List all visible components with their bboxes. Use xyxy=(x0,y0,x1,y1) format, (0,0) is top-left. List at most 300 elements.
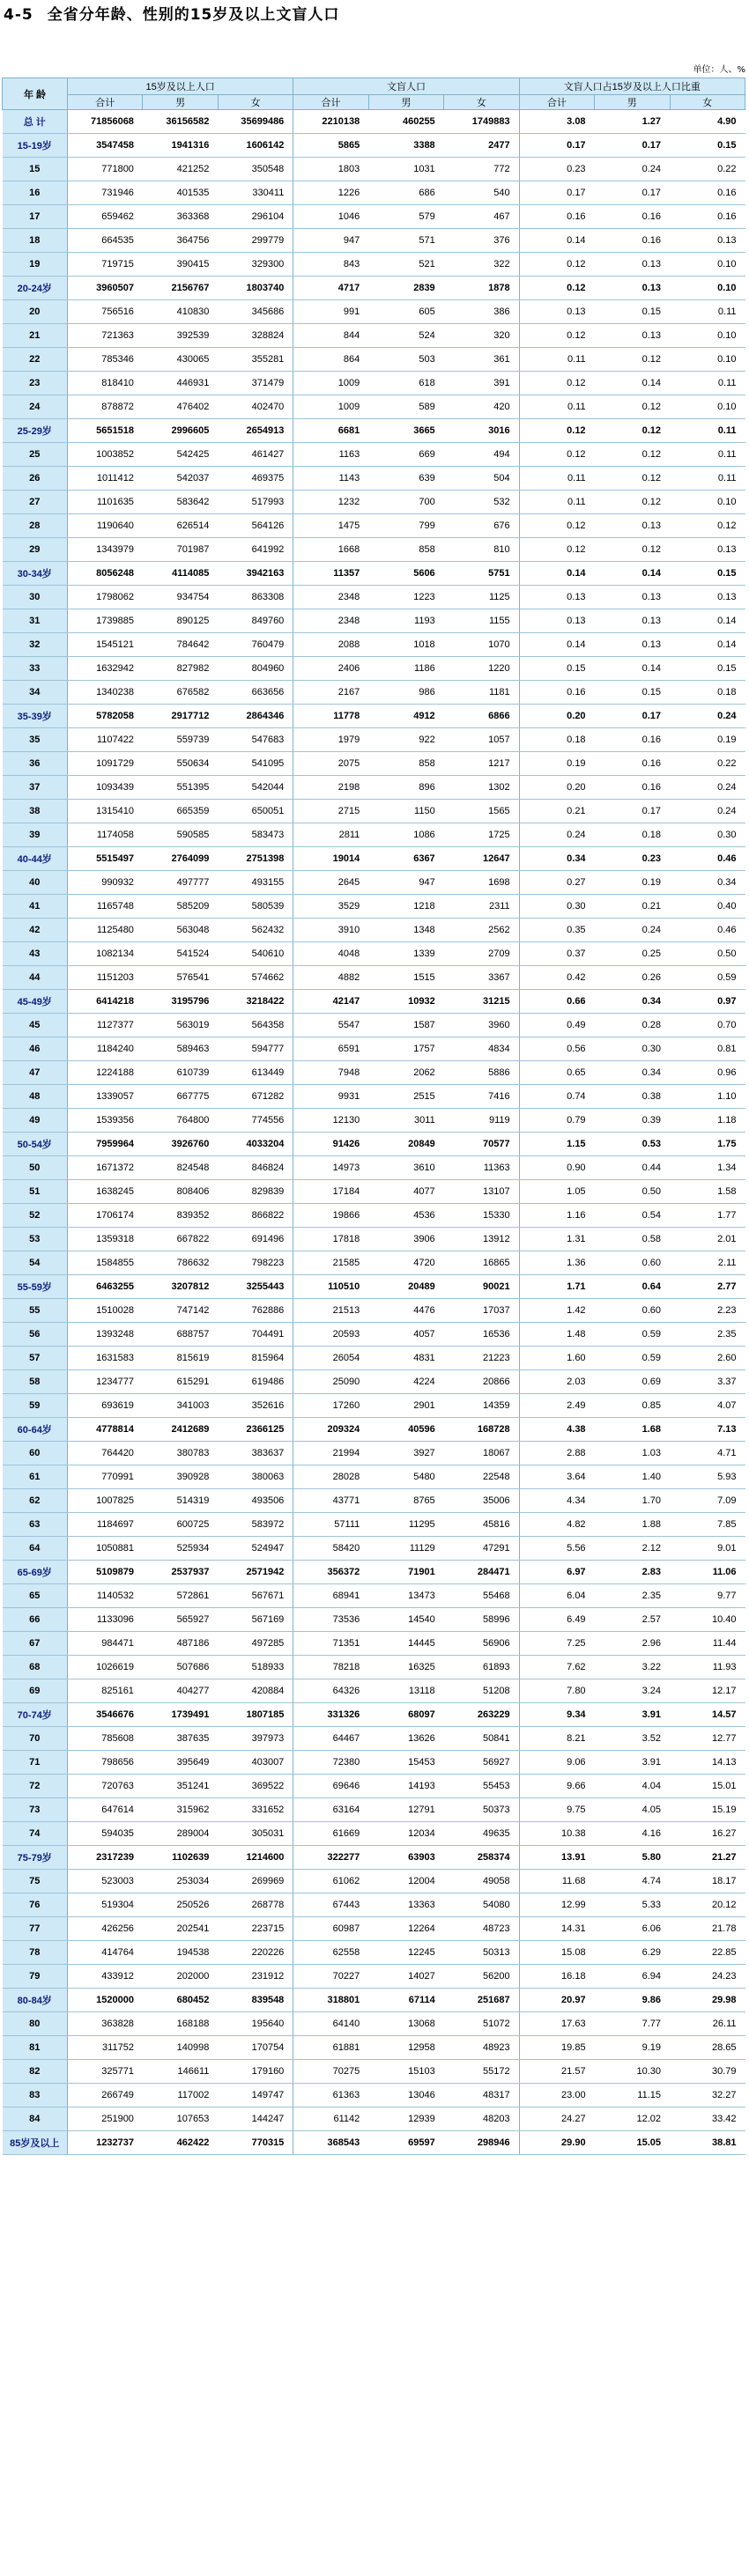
ratio-female-cell: 0.10 xyxy=(670,253,745,277)
illiterate-female-cell: 1217 xyxy=(444,752,519,776)
illiterate-male-cell: 13363 xyxy=(368,1893,443,1917)
ratio-total-cell: 14.31 xyxy=(519,1917,594,1941)
illiterate-male-cell: 3011 xyxy=(368,1109,443,1133)
illiterate-total-cell: 20593 xyxy=(293,1323,368,1347)
ratio-male-cell: 2.83 xyxy=(595,1561,670,1584)
population-male-cell: 2764099 xyxy=(143,847,218,871)
ratio-female-cell: 14.13 xyxy=(670,1751,745,1775)
table-row xyxy=(3,1679,745,1703)
table-row xyxy=(3,1537,745,1561)
population-total-cell: 756516 xyxy=(68,300,143,324)
ratio-male-cell: 1.27 xyxy=(595,110,670,134)
population-total-cell: 1026619 xyxy=(68,1656,143,1679)
population-total-cell: 363828 xyxy=(68,2012,143,2036)
population-male-cell: 2156767 xyxy=(143,277,218,300)
population-female-cell: 403007 xyxy=(218,1751,293,1775)
age-label: 48 xyxy=(3,1085,68,1109)
illiterate-male-cell: 579 xyxy=(368,205,443,229)
table-row xyxy=(3,467,745,491)
population-female-cell: 798223 xyxy=(218,1251,293,1275)
age-group-row xyxy=(3,1846,745,1870)
population-male-cell: 117002 xyxy=(143,2084,218,2107)
illiterate-total-cell: 21513 xyxy=(293,1299,368,1323)
ratio-female-cell: 0.16 xyxy=(670,181,745,205)
illiterate-total-cell: 368543 xyxy=(293,2131,368,2155)
table-row xyxy=(3,1299,745,1323)
population-total-cell: 720763 xyxy=(68,1775,143,1798)
ratio-female-cell: 15.01 xyxy=(670,1775,745,1798)
population-total-cell: 1003852 xyxy=(68,443,143,467)
age-label: 18 xyxy=(3,229,68,253)
population-male-cell: 351241 xyxy=(143,1775,218,1798)
illiterate-female-cell: 3367 xyxy=(444,966,519,990)
illiterate-female-cell: 263229 xyxy=(444,1703,519,1727)
population-male-cell: 410830 xyxy=(143,300,218,324)
ratio-male-cell: 4.74 xyxy=(595,1870,670,1893)
age-label: 35 xyxy=(3,728,68,752)
ratio-female-cell: 1.77 xyxy=(670,1204,745,1228)
group-header-illiterate: 文盲人口 xyxy=(293,78,519,95)
ratio-male-cell: 0.85 xyxy=(595,1394,670,1418)
ratio-total-cell: 3.64 xyxy=(519,1465,594,1489)
table-row xyxy=(3,1775,745,1798)
ratio-male-cell: 0.25 xyxy=(595,942,670,966)
age-label: 23 xyxy=(3,372,68,395)
population-total-cell: 433912 xyxy=(68,1965,143,1989)
population-total-cell: 4778814 xyxy=(68,1418,143,1442)
ratio-female-cell: 2.60 xyxy=(670,1347,745,1370)
population-total-cell: 3960507 xyxy=(68,277,143,300)
table-row xyxy=(3,1656,745,1679)
age-group-row xyxy=(3,990,745,1014)
table-row xyxy=(3,443,745,467)
table-row xyxy=(3,1085,745,1109)
age-label: 28 xyxy=(3,514,68,538)
illiterate-total-cell: 1668 xyxy=(293,538,368,562)
population-male-cell: 667775 xyxy=(143,1085,218,1109)
illiterate-male-cell: 1031 xyxy=(368,158,443,181)
ratio-male-cell: 0.12 xyxy=(595,395,670,419)
age-label: 84 xyxy=(3,2107,68,2131)
population-female-cell: 1803740 xyxy=(218,277,293,300)
population-male-cell: 107653 xyxy=(143,2107,218,2131)
ratio-male-cell: 0.14 xyxy=(595,657,670,681)
population-total-cell: 1140532 xyxy=(68,1584,143,1608)
table-row xyxy=(3,1037,745,1061)
population-male-cell: 315962 xyxy=(143,1798,218,1822)
table-row xyxy=(3,1370,745,1394)
ratio-male-cell: 0.13 xyxy=(595,609,670,633)
population-male-cell: 565927 xyxy=(143,1608,218,1632)
table-body xyxy=(3,110,745,2155)
ratio-total-cell: 19.85 xyxy=(519,2036,594,2060)
table-number: 4-5 xyxy=(4,6,33,24)
population-male-cell: 590585 xyxy=(143,823,218,847)
illiterate-male-cell: 1515 xyxy=(368,966,443,990)
age-label: 79 xyxy=(3,1965,68,1989)
population-total-cell: 1232737 xyxy=(68,2131,143,2155)
table-row xyxy=(3,158,745,181)
ratio-total-cell: 0.13 xyxy=(519,609,594,633)
ratio-male-cell: 0.13 xyxy=(595,586,670,609)
population-female-cell: 2571942 xyxy=(218,1561,293,1584)
illiterate-total-cell: 61363 xyxy=(293,2084,368,2107)
illiterate-female-cell: 7416 xyxy=(444,1085,519,1109)
age-group-row xyxy=(3,1133,745,1156)
population-female-cell: 567671 xyxy=(218,1584,293,1608)
illiterate-total-cell: 12130 xyxy=(293,1109,368,1133)
population-male-cell: 430065 xyxy=(143,348,218,372)
population-female-cell: 345686 xyxy=(218,300,293,324)
population-male-cell: 563048 xyxy=(143,919,218,942)
age-label: 44 xyxy=(3,966,68,990)
population-female-cell: 402470 xyxy=(218,395,293,419)
illiterate-total-cell: 17184 xyxy=(293,1180,368,1204)
population-total-cell: 1050881 xyxy=(68,1537,143,1561)
ratio-female-cell: 0.10 xyxy=(670,324,745,348)
illiterate-female-cell: 56200 xyxy=(444,1965,519,1989)
illiterate-total-cell: 60987 xyxy=(293,1917,368,1941)
illiterate-male-cell: 4912 xyxy=(368,705,443,728)
illiterate-female-cell: 22548 xyxy=(444,1465,519,1489)
illiterate-female-cell: 45816 xyxy=(444,1513,519,1537)
illiterate-female-cell: 322 xyxy=(444,253,519,277)
population-female-cell: 866822 xyxy=(218,1204,293,1228)
ratio-total-cell: 0.12 xyxy=(519,514,594,538)
population-male-cell: 563019 xyxy=(143,1014,218,1037)
illiterate-female-cell: 1070 xyxy=(444,633,519,657)
sub-header-total: 合计 xyxy=(519,95,594,110)
population-total-cell: 1510028 xyxy=(68,1299,143,1323)
ratio-female-cell: 7.13 xyxy=(670,1418,745,1442)
table-row xyxy=(3,1632,745,1656)
ratio-male-cell: 0.24 xyxy=(595,158,670,181)
age-label: 17 xyxy=(3,205,68,229)
illiterate-female-cell: 18067 xyxy=(444,1442,519,1465)
age-label: 43 xyxy=(3,942,68,966)
table-title: 全省分年龄、性别的15岁及以上文盲人口 xyxy=(47,6,340,24)
illiterate-total-cell: 61062 xyxy=(293,1870,368,1893)
population-female-cell: 328824 xyxy=(218,324,293,348)
population-male-cell: 559739 xyxy=(143,728,218,752)
age-label: 30 xyxy=(3,586,68,609)
population-male-cell: 487186 xyxy=(143,1632,218,1656)
ratio-female-cell: 3.37 xyxy=(670,1370,745,1394)
population-male-cell: 146611 xyxy=(143,2060,218,2084)
table-row xyxy=(3,1061,745,1085)
population-female-cell: 691496 xyxy=(218,1228,293,1251)
age-label: 59 xyxy=(3,1394,68,1418)
illiterate-male-cell: 16325 xyxy=(368,1656,443,1679)
illiterate-total-cell: 73536 xyxy=(293,1608,368,1632)
population-total-cell: 818410 xyxy=(68,372,143,395)
population-total-cell: 1091729 xyxy=(68,752,143,776)
population-total-cell: 825161 xyxy=(68,1679,143,1703)
ratio-female-cell: 0.11 xyxy=(670,300,745,324)
population-total-cell: 1340238 xyxy=(68,681,143,705)
illiterate-total-cell: 17260 xyxy=(293,1394,368,1418)
age-group-row xyxy=(3,1561,745,1584)
age-group-row xyxy=(3,134,745,158)
ratio-female-cell: 21.27 xyxy=(670,1846,745,1870)
table-row xyxy=(3,1156,745,1180)
illiterate-male-cell: 858 xyxy=(368,538,443,562)
ratio-male-cell: 0.69 xyxy=(595,1370,670,1394)
population-female-cell: 583473 xyxy=(218,823,293,847)
ratio-total-cell: 0.90 xyxy=(519,1156,594,1180)
illiterate-female-cell: 1749883 xyxy=(444,110,519,134)
illiteracy-table xyxy=(2,78,745,2155)
illiterate-male-cell: 2901 xyxy=(368,1394,443,1418)
illiterate-male-cell: 1086 xyxy=(368,823,443,847)
population-female-cell: 179160 xyxy=(218,2060,293,2084)
illiterate-female-cell: 70577 xyxy=(444,1133,519,1156)
illiterate-female-cell: 47291 xyxy=(444,1537,519,1561)
population-total-cell: 1671372 xyxy=(68,1156,143,1180)
illiterate-total-cell: 70227 xyxy=(293,1965,368,1989)
illiterate-total-cell: 6591 xyxy=(293,1037,368,1061)
population-female-cell: 524947 xyxy=(218,1537,293,1561)
illiterate-male-cell: 20489 xyxy=(368,1275,443,1299)
population-male-cell: 934754 xyxy=(143,586,218,609)
ratio-male-cell: 0.59 xyxy=(595,1323,670,1347)
population-male-cell: 610739 xyxy=(143,1061,218,1085)
ratio-male-cell: 0.16 xyxy=(595,205,670,229)
age-label: 47 xyxy=(3,1061,68,1085)
ratio-female-cell: 7.85 xyxy=(670,1513,745,1537)
ratio-male-cell: 0.12 xyxy=(595,467,670,491)
population-male-cell: 289004 xyxy=(143,1822,218,1846)
illiterate-female-cell: 1181 xyxy=(444,681,519,705)
ratio-male-cell: 0.34 xyxy=(595,1061,670,1085)
population-male-cell: 525934 xyxy=(143,1537,218,1561)
population-male-cell: 3926760 xyxy=(143,1133,218,1156)
ratio-total-cell: 0.14 xyxy=(519,562,594,586)
table-row xyxy=(3,2012,745,2036)
group-header-population: 15岁及以上人口 xyxy=(68,78,293,95)
ratio-female-cell: 0.18 xyxy=(670,681,745,705)
population-total-cell: 266749 xyxy=(68,2084,143,2107)
population-female-cell: 641992 xyxy=(218,538,293,562)
age-label: 80-84岁 xyxy=(3,1989,68,2012)
ratio-total-cell: 0.49 xyxy=(519,1014,594,1037)
illiterate-male-cell: 1587 xyxy=(368,1014,443,1037)
population-total-cell: 771800 xyxy=(68,158,143,181)
ratio-male-cell: 0.12 xyxy=(595,419,670,443)
ratio-total-cell: 0.11 xyxy=(519,491,594,514)
population-male-cell: 3195796 xyxy=(143,990,218,1014)
ratio-male-cell: 0.53 xyxy=(595,1133,670,1156)
ratio-total-cell: 16.18 xyxy=(519,1965,594,1989)
ratio-total-cell: 4.38 xyxy=(519,1418,594,1442)
population-male-cell: 827982 xyxy=(143,657,218,681)
population-female-cell: 564126 xyxy=(218,514,293,538)
ratio-total-cell: 9.06 xyxy=(519,1751,594,1775)
population-total-cell: 6414218 xyxy=(68,990,143,1014)
population-female-cell: 493155 xyxy=(218,871,293,895)
ratio-total-cell: 9.66 xyxy=(519,1775,594,1798)
illiterate-total-cell: 844 xyxy=(293,324,368,348)
ratio-total-cell: 0.30 xyxy=(519,895,594,919)
table-row xyxy=(3,2084,745,2107)
ratio-male-cell: 1.03 xyxy=(595,1442,670,1465)
ratio-female-cell: 0.97 xyxy=(670,990,745,1014)
age-label: 77 xyxy=(3,1917,68,1941)
ratio-total-cell: 2.03 xyxy=(519,1370,594,1394)
ratio-female-cell: 0.96 xyxy=(670,1061,745,1085)
table-row xyxy=(3,491,745,514)
illiterate-female-cell: 55468 xyxy=(444,1584,519,1608)
ratio-female-cell: 2.11 xyxy=(670,1251,745,1275)
age-label: 31 xyxy=(3,609,68,633)
population-female-cell: 223715 xyxy=(218,1917,293,1941)
population-male-cell: 764800 xyxy=(143,1109,218,1133)
age-label: 65-69岁 xyxy=(3,1561,68,1584)
population-female-cell: 350548 xyxy=(218,158,293,181)
illiterate-total-cell: 25090 xyxy=(293,1370,368,1394)
illiterate-female-cell: 251687 xyxy=(444,1989,519,2012)
ratio-total-cell: 0.21 xyxy=(519,800,594,823)
population-total-cell: 721363 xyxy=(68,324,143,348)
population-female-cell: 170754 xyxy=(218,2036,293,2060)
illiterate-female-cell: 20866 xyxy=(444,1370,519,1394)
ratio-total-cell: 15.08 xyxy=(519,1941,594,1965)
illiterate-female-cell: 51072 xyxy=(444,2012,519,2036)
illiterate-female-cell: 258374 xyxy=(444,1846,519,1870)
sub-header-male: 男 xyxy=(368,95,443,110)
illiterate-female-cell: 55453 xyxy=(444,1775,519,1798)
population-female-cell: 760479 xyxy=(218,633,293,657)
ratio-total-cell: 6.04 xyxy=(519,1584,594,1608)
ratio-male-cell: 0.38 xyxy=(595,1085,670,1109)
population-female-cell: 420884 xyxy=(218,1679,293,1703)
age-label: 55 xyxy=(3,1299,68,1323)
age-label: 56 xyxy=(3,1323,68,1347)
illiterate-male-cell: 68097 xyxy=(368,1703,443,1727)
age-label: 30-34岁 xyxy=(3,562,68,586)
age-label: 40 xyxy=(3,871,68,895)
ratio-male-cell: 0.44 xyxy=(595,1156,670,1180)
population-female-cell: 671282 xyxy=(218,1085,293,1109)
illiterate-total-cell: 1475 xyxy=(293,514,368,538)
population-male-cell: 1739491 xyxy=(143,1703,218,1727)
illiterate-male-cell: 669 xyxy=(368,443,443,467)
ratio-total-cell: 1.48 xyxy=(519,1323,594,1347)
ratio-male-cell: 0.60 xyxy=(595,1299,670,1323)
ratio-total-cell: 0.13 xyxy=(519,300,594,324)
illiterate-female-cell: 1878 xyxy=(444,277,519,300)
ratio-total-cell: 0.16 xyxy=(519,681,594,705)
illiterate-male-cell: 1186 xyxy=(368,657,443,681)
illiterate-total-cell: 11778 xyxy=(293,705,368,728)
age-label: 39 xyxy=(3,823,68,847)
illiterate-female-cell: 4834 xyxy=(444,1037,519,1061)
illiterate-female-cell: 49058 xyxy=(444,1870,519,1893)
ratio-male-cell: 0.54 xyxy=(595,1204,670,1228)
illiterate-male-cell: 700 xyxy=(368,491,443,514)
illiterate-male-cell: 686 xyxy=(368,181,443,205)
illiterate-total-cell: 61881 xyxy=(293,2036,368,2060)
population-male-cell: 747142 xyxy=(143,1299,218,1323)
ratio-total-cell: 0.20 xyxy=(519,705,594,728)
illiterate-female-cell: 9119 xyxy=(444,1109,519,1133)
table-row xyxy=(3,800,745,823)
ratio-male-cell: 3.91 xyxy=(595,1751,670,1775)
population-total-cell: 3546676 xyxy=(68,1703,143,1727)
illiterate-female-cell: 2311 xyxy=(444,895,519,919)
population-male-cell: 3207812 xyxy=(143,1275,218,1299)
population-male-cell: 421252 xyxy=(143,158,218,181)
ratio-female-cell: 33.42 xyxy=(670,2107,745,2131)
ratio-male-cell: 0.16 xyxy=(595,728,670,752)
age-label: 51 xyxy=(3,1180,68,1204)
population-female-cell: 195640 xyxy=(218,2012,293,2036)
ratio-female-cell: 0.59 xyxy=(670,966,745,990)
ratio-total-cell: 0.35 xyxy=(519,919,594,942)
age-label: 19 xyxy=(3,253,68,277)
illiterate-male-cell: 4057 xyxy=(368,1323,443,1347)
population-male-cell: 404277 xyxy=(143,1679,218,1703)
illiterate-male-cell: 3610 xyxy=(368,1156,443,1180)
population-total-cell: 5109879 xyxy=(68,1561,143,1584)
illiterate-total-cell: 61669 xyxy=(293,1822,368,1846)
population-total-cell: 1107422 xyxy=(68,728,143,752)
illiterate-male-cell: 524 xyxy=(368,324,443,348)
illiterate-male-cell: 4831 xyxy=(368,1347,443,1370)
table-row xyxy=(3,1204,745,1228)
illiterate-female-cell: 2709 xyxy=(444,942,519,966)
ratio-total-cell: 0.18 xyxy=(519,728,594,752)
ratio-male-cell: 0.60 xyxy=(595,1251,670,1275)
age-label: 75 xyxy=(3,1870,68,1893)
population-total-cell: 984471 xyxy=(68,1632,143,1656)
illiterate-total-cell: 2406 xyxy=(293,657,368,681)
ratio-female-cell: 0.24 xyxy=(670,705,745,728)
table-row xyxy=(3,1465,745,1489)
population-female-cell: 3255443 xyxy=(218,1275,293,1299)
ratio-male-cell: 0.28 xyxy=(595,1014,670,1037)
illiterate-female-cell: 540 xyxy=(444,181,519,205)
population-male-cell: 541524 xyxy=(143,942,218,966)
ratio-male-cell: 1.68 xyxy=(595,1418,670,1442)
population-total-cell: 426256 xyxy=(68,1917,143,1941)
illiterate-male-cell: 12939 xyxy=(368,2107,443,2131)
illiterate-male-cell: 14193 xyxy=(368,1775,443,1798)
ratio-female-cell: 4.90 xyxy=(670,110,745,134)
population-male-cell: 395649 xyxy=(143,1751,218,1775)
illiterate-female-cell: 3960 xyxy=(444,1014,519,1037)
illiterate-female-cell: 12647 xyxy=(444,847,519,871)
table-row xyxy=(3,1584,745,1608)
population-male-cell: 701987 xyxy=(143,538,218,562)
ratio-total-cell: 1.31 xyxy=(519,1228,594,1251)
ratio-female-cell: 9.01 xyxy=(670,1537,745,1561)
population-total-cell: 1359318 xyxy=(68,1228,143,1251)
ratio-female-cell: 0.11 xyxy=(670,467,745,491)
population-female-cell: 2864346 xyxy=(218,705,293,728)
table-row xyxy=(3,681,745,705)
population-total-cell: 1638245 xyxy=(68,1180,143,1204)
ratio-female-cell: 2.77 xyxy=(670,1275,745,1299)
illiterate-total-cell: 2348 xyxy=(293,586,368,609)
ratio-total-cell: 6.49 xyxy=(519,1608,594,1632)
population-female-cell: 863308 xyxy=(218,586,293,609)
table-row xyxy=(3,919,745,942)
population-total-cell: 1393248 xyxy=(68,1323,143,1347)
ratio-total-cell: 1.71 xyxy=(519,1275,594,1299)
illiterate-male-cell: 1150 xyxy=(368,800,443,823)
population-female-cell: 542044 xyxy=(218,776,293,800)
